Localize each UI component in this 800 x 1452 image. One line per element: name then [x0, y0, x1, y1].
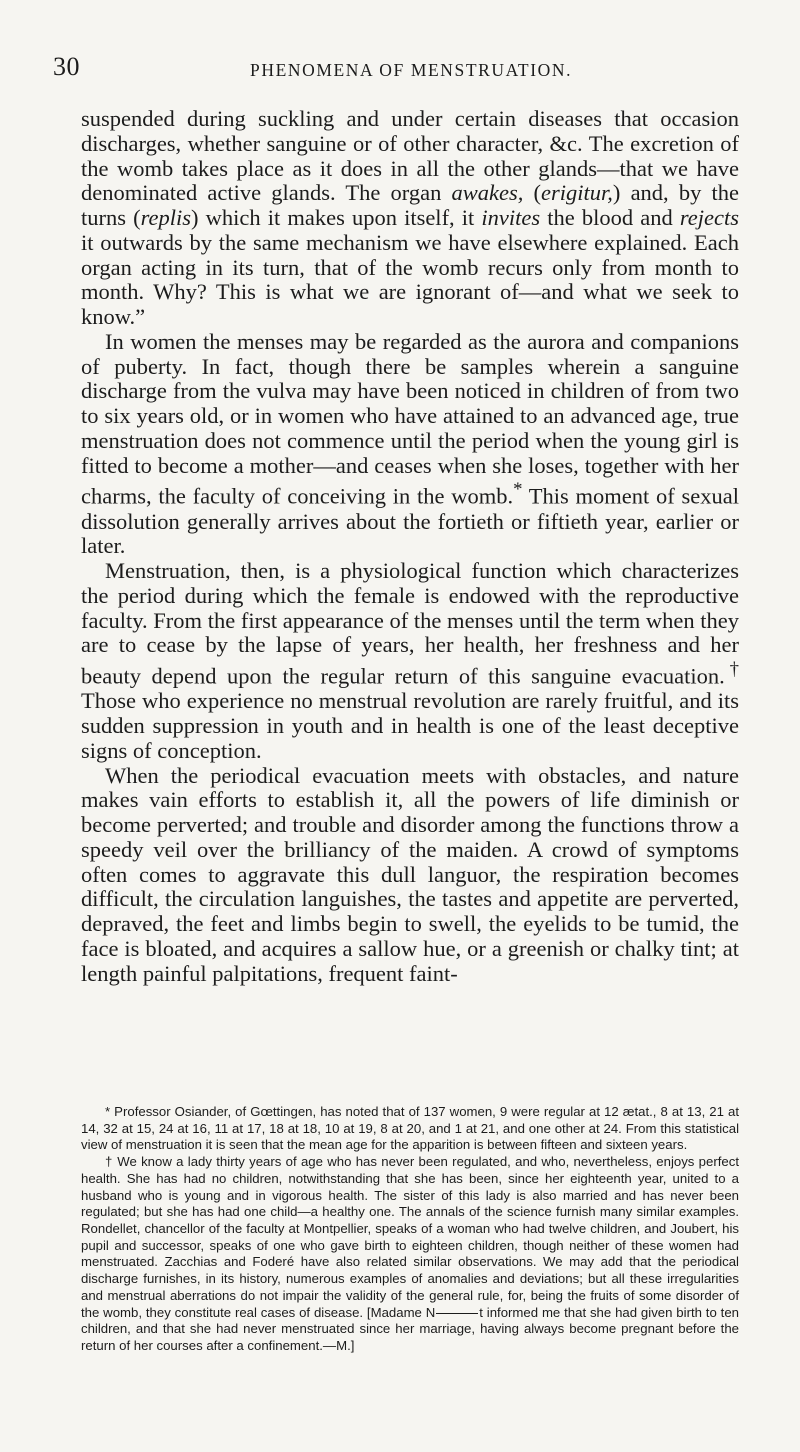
footnotes [81, 1104, 739, 1355]
footnote: * Professor Osiander, of Gœttingen, has noted that of 137 women, 9 were regular at 12 ætat., 8 at 13, 21 at 14, 32 at 15, 24 at 16, 11 at 17, 18 at 18, 10 at 19, 8 at 20, and 1 at 21, and one other at 24. From this statistical view of menstruation it is seen that the mean age for the apparition is between fifteen and sixteen years. [81, 1104, 739, 1153]
running-head: PHENOMENA OF MENSTRUATION. [250, 60, 573, 80]
paragraph: suspended during suckling and under certain diseases that occasion discharges, whether sanguine or of other character, &c. The excretion of the womb takes place as it does in all the other glands—that we have denominated active glands. The organ awakes, (erigitur,) and, by the turns (replis) which it makes upon itself, it invites the blood and rejects it outwards by the same mechanism we have elsewhere explained. Each organ acting in its turn, that of the womb recurs only from month to month. Why? This is what we are ignorant of—and what we seek to know.” [81, 106, 739, 329]
paragraph: In women the menses may be regarded as the aurora and companions of puberty. In fact, though there be samples wherein a sanguine discharge from the vulva may have been noticed in children of from two to six years old, or in women who have attained to an advanced age, true menstruation does not commence until the period when the young girl is fitted to become a mother—and ceases when she loses, together with her charms, the faculty of conceiving in the womb.* This moment of sexual dissolution generally arrives about the fortieth or fiftieth year, earlier or later. [81, 328, 740, 559]
footnote-mark: * [105, 1104, 111, 1119]
footnote: † We know a lady thirty years of age who has never been regulated, and who, nevertheless, enjoys perfect health. She has had no children, notwithstanding that she has been, since her eighteenth year, united to a husband who is young and in vigorous health. The sister of this lady is also married and has never been regulated; but she has had one child—a healthy one. The annals of the science furnish many similar examples. Rondellet, chancellor of the faculty at Montpellier, speaks of a woman who had twelve children, and Joubert, his pupil and successor, speaks of one who gave birth to eighteen children, though neither of these women had menstruated. Zacchias and Foderé have also related similar observations. We may add that the periodical discharge furnishes, in its history, numerous examples of anomalies and deviations; but all these irregularities and menstrual aberrations do not impair the validity of the general rule, for, being the fruits of some disorder of the womb, they constitute real cases of disease. [Madame N t informed me that she had given birth to ten children, and that she had never menstruated since her marriage, having always become pregnant before the return of her courses after a confinement.—M.] [81, 1154, 740, 1354]
name-blank-rule [436, 1313, 478, 1314]
footnote-mark: † [105, 1154, 113, 1170]
body-text [81, 107, 739, 986]
paragraph: Menstruation, then, is a physiological function which characterizes the period during which the female is endowed with the reproductive faculty. From the first appearance of the menses until the term when they are to cease by the lapse of years, her health, her freshness and her beauty depend upon the regular return of this sanguine evacuation.† Those who experience no menstrual revolution are rarely fruitful, and its sudden suppression in youth and in health is one of the least deceptive signs of conception. [81, 558, 739, 763]
footnote-reference: * [513, 479, 523, 501]
page-number: 30 [53, 52, 80, 81]
footnote-reference: † [724, 659, 739, 680]
paragraph: When the periodical evacuation meets with obstacles, and nature makes vain efforts to establish it, all the powers of life diminish or become perverted; and trouble and disorder among the functions throw a speedy veil over the brilliancy of the maiden. A crowd of symptoms often comes to aggravate this dull languor, the respiration becomes difficult, the circulation languishes, the tastes and appetite are perverted, depraved, the feet and limbs begin to swell, the eyelids to be tumid, the face is bloated, and acquires a sallow hue, or a greenish or chalky tint; at length painful palpitations, frequent faint- [81, 762, 739, 986]
